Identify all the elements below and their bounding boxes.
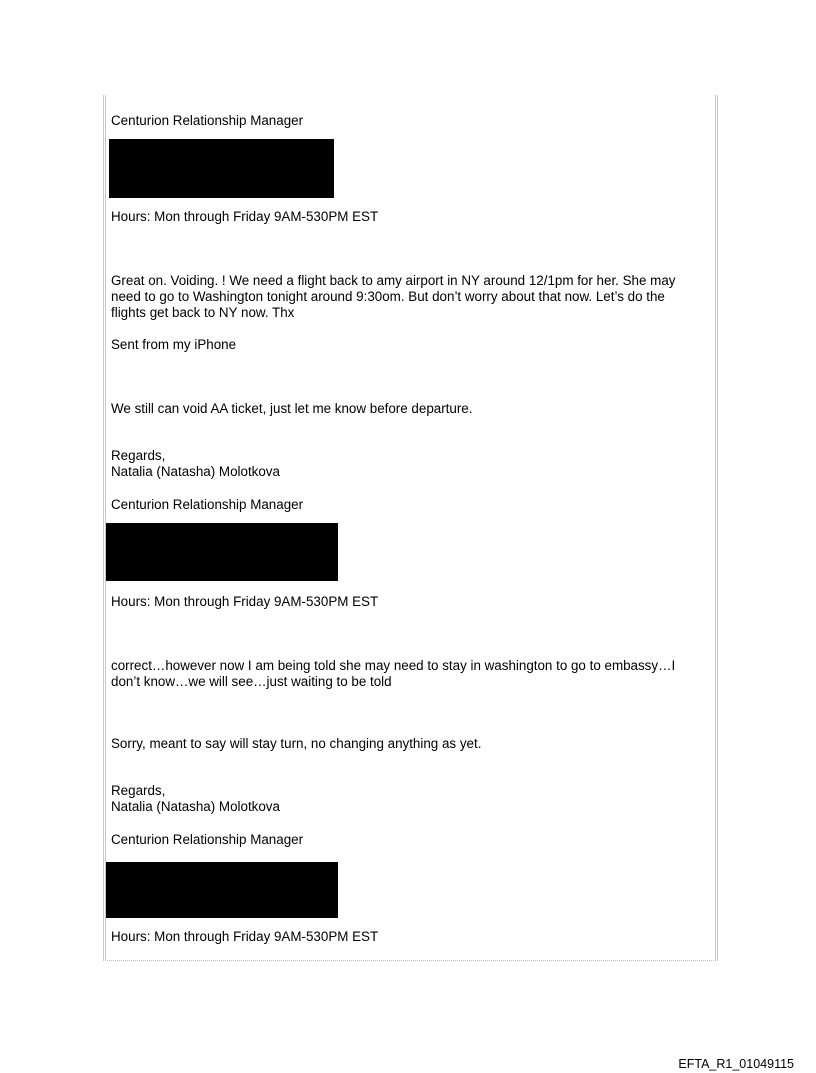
redaction-block [109, 139, 334, 198]
message-line: correct…however now I am being told she may need to stay in washington to go to embassy…I [111, 658, 676, 673]
message-line: Great on. Voiding. ! We need a flight back to amy airport in NY around 12/1pm for her. She may [111, 273, 676, 288]
signature-title: Centurion Relationship Manager [111, 832, 304, 847]
message-line: We still can void AA ticket, just let me know before departure. [111, 401, 473, 416]
redaction-block [106, 862, 338, 918]
message-line: need to go to Washington tonight around 9:30om. But don’t worry about that now. Let’s do the [111, 289, 665, 304]
signature-hours: Hours: Mon through Friday 9AM-530PM EST [111, 594, 379, 609]
bates-number: EFTA_R1_01049115 [678, 1057, 794, 1071]
sent-from-line: Sent from my iPhone [111, 337, 237, 352]
signature-hours: Hours: Mon through Friday 9AM-530PM EST [111, 209, 379, 224]
sender-name: Natalia (Natasha) Molotkova [111, 799, 280, 814]
regards-line: Regards, [111, 783, 166, 798]
message-line: flights get back to NY now. Thx [111, 305, 295, 320]
sender-name: Natalia (Natasha) Molotkova [111, 464, 280, 479]
signature-title: Centurion Relationship Manager [111, 497, 304, 512]
redaction-block [106, 523, 338, 581]
regards-line: Regards, [111, 448, 166, 463]
message-line: don’t know…we will see…just waiting to be told [111, 674, 392, 689]
message-line: Sorry, meant to say will stay turn, no changing anything as yet. [111, 736, 482, 751]
signature-hours: Hours: Mon through Friday 9AM-530PM EST [111, 929, 379, 944]
signature-title: Centurion Relationship Manager [111, 113, 304, 128]
